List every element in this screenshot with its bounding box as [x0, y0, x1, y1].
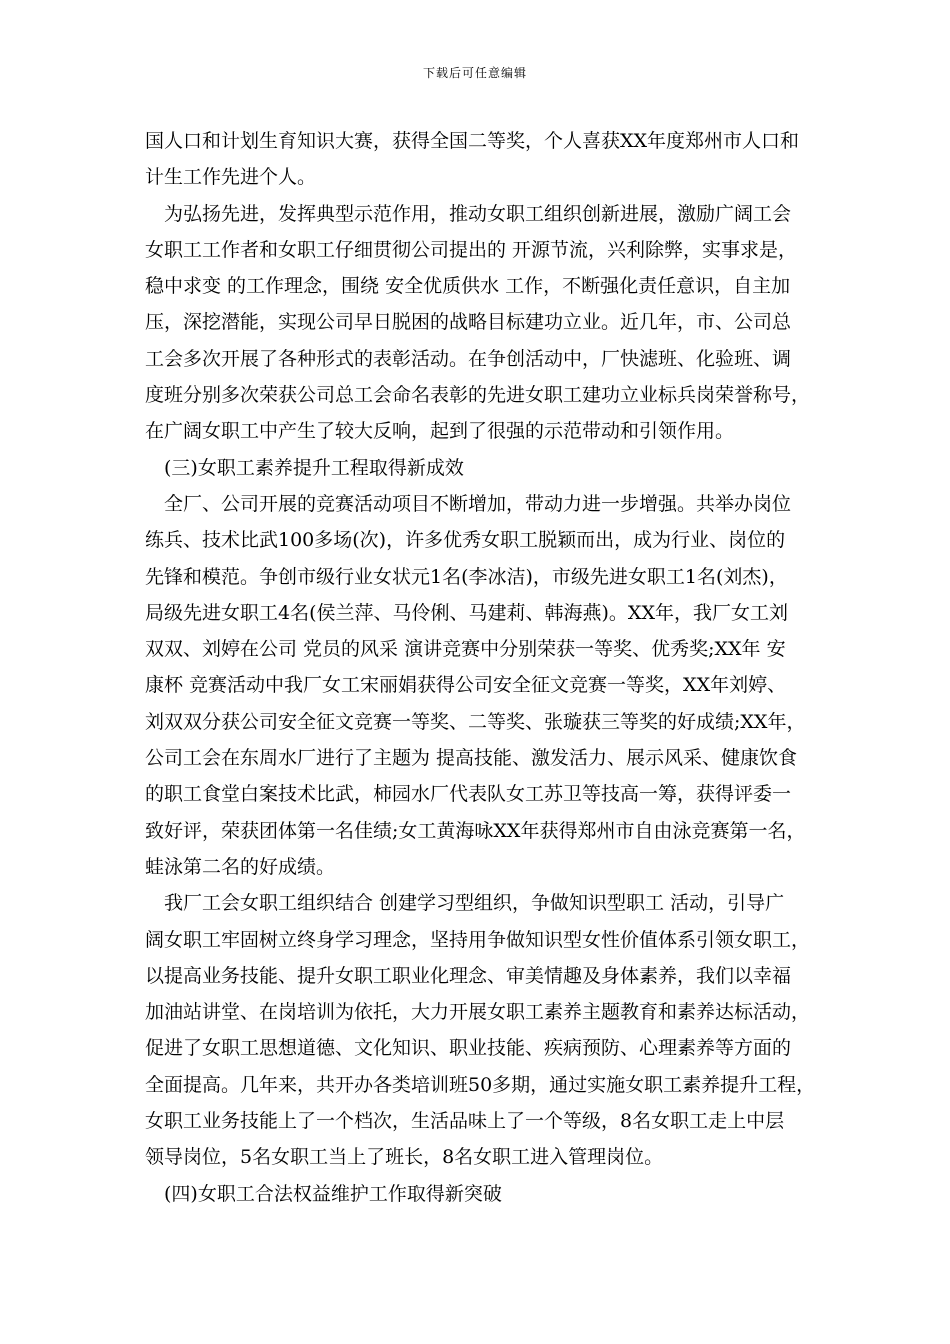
text-line: 计生工作先进个人。 [145, 166, 317, 189]
text-line: 在广阔女职工中产生了较大反响，起到了很强的示范带动和引领作用。 [145, 420, 735, 443]
text-line: 为弘扬先进，发挥典型示范作用，推动女职工组织创新进展，激励广阔工会 [145, 202, 792, 225]
text-line: 全厂、公司开展的竞赛活动项目不断增加，带动力进一步增强。共举办岗位 [145, 492, 792, 515]
section-heading: (三)女职工素养提升工程取得新成效 [145, 456, 464, 479]
text-line: 蛙泳第二名的好成绩。 [145, 855, 336, 878]
text-line: 先锋和模范。争创市级行业女状元1名(李冰洁)，市级先进女职工1名(刘杰)， [145, 565, 788, 588]
text-line: 以提高业务技能、提升女职工职业化理念、审美情趣及身体素养，我们以幸福 [145, 964, 792, 987]
text-line: 公司工会在东周水厂进行了主题为 提高技能、激发活力、展示风采、健康饮食 [145, 747, 798, 770]
text-line: 我厂工会女职工组织结合 创建学习型组织，争做知识型职工 活动，引导广 [145, 892, 785, 915]
text-line: 领导岗位，5名女职工当上了班长，8名女职工进入管理岗位。 [145, 1146, 664, 1169]
text-line: 刘双双分获公司安全征文竞赛一等奖、二等奖、张璇获三等奖的好成绩;XX年， [145, 710, 806, 733]
text-line: 女职工工作者和女职工仔细贯彻公司提出的 开源节流，兴利除弊，实事求是， [145, 238, 798, 261]
text-line: 国人口和计划生育知识大赛，获得全国二等奖，个人喜获XX年度郑州市人口和 [145, 130, 800, 152]
text-line: 加油站讲堂、在岗培训为依托，大力开展女职工素养主题教育和素养达标活动， [145, 1001, 811, 1024]
text-line: 阔女职工牢固树立终身学习理念，坚持用争做知识型女性价值体系引领女职工， [145, 928, 811, 951]
text-line: 全面提高。几年来，共开办各类培训班50多期，通过实施女职工素养提升工程， [145, 1073, 816, 1096]
text-line: 促进了女职工思想道德、文化知识、职业技能、疾病预防、心理素养等方面的 [145, 1037, 792, 1060]
text-line: 压，深挖潜能，实现公司早日脱困的战略目标建功立业。近几年，市、公司总 [145, 311, 792, 334]
text-line: 致好评，荣获团体第一名佳绩;女工黄海咏XX年获得郑州市自由泳竞赛第一名， [145, 819, 806, 842]
text-line: 工会多次开展了各种形式的表彰活动。在争创活动中，厂快滤班、化验班、调 [145, 347, 792, 370]
text-line: 度班分别多次荣获公司总工会命名表彰的先进女职工建功立业标兵岗荣誉称号， [145, 384, 811, 407]
text-line: 女职工业务技能上了一个档次，生活品味上了一个等级，8名女职工走上中层 [145, 1110, 785, 1133]
text-line: 练兵、技术比武100多场(次)，许多优秀女职工脱颖而出，成为行业、岗位的 [145, 529, 786, 552]
text-line: 康杯 竞赛活动中我厂女工宋丽娟获得公司安全征文竞赛一等奖，XX年刘婷、 [145, 674, 787, 697]
page-header: 下载后可任意编辑 [422, 66, 527, 80]
document-body [145, 123, 825, 1212]
section-heading: (四)女职工合法权益维护工作取得新突破 [145, 1182, 502, 1205]
text-line: 局级先进女职工4名(侯兰萍、马伶俐、马建莉、韩海燕)。XX年，我厂女工刘 [145, 601, 788, 624]
text-line: 双双、刘婷在公司 党员的风采 演讲竞赛中分别荣获一等奖、优秀奖;XX年 安 [145, 638, 786, 661]
text-line: 的职工食堂白案技术比武，柿园水厂代表队女工苏卫等技高一筹，获得评委一 [145, 783, 792, 806]
text-line: 稳中求变 的工作理念，围绕 安全优质供水 工作，不断强化责任意识，自主加 [145, 275, 791, 298]
